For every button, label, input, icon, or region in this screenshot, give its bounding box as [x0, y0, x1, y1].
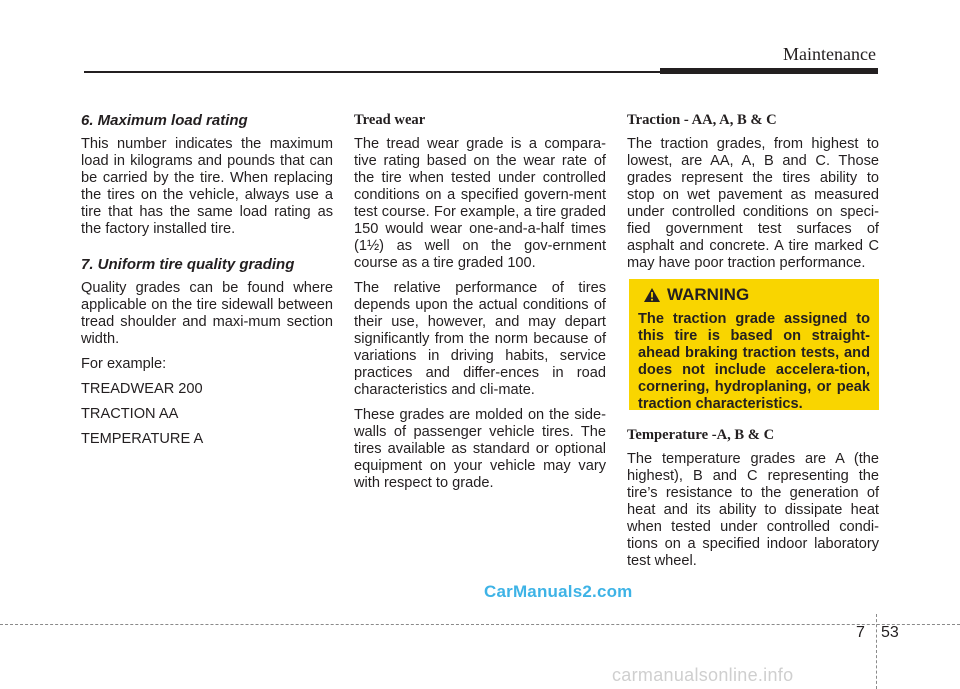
page-header-title: Maintenance [783, 44, 876, 64]
header-rule-accent [660, 68, 878, 74]
paragraph: The relative performance of tires depends upon the actual conditions of their use, however, and may depart significantly from the norm because of variations in driving habits, service practices and differ-ences in road characteristics and cli-mate. [354, 280, 606, 398]
paragraph: The temperature grades are A (the highest), B and C representing the tire’s resistance to the generation of heat and its ability to dissipate heat when tested under controlled condi-tions on a specified indoor laboratory test wheel. [627, 451, 879, 569]
paragraph: These grades are molded on the side-walls of passenger vehicle tires. The tires available as standard or optional equipment on your vehicle may vary with respect to grade. [354, 407, 606, 491]
column-middle [354, 112, 606, 500]
warning-text: The traction grade assigned to this tire is based on straight-ahead braking traction tests, and does not include accelera-tion, cornering, hydroplaning, or peak traction characteristics. [638, 311, 870, 412]
section-heading-temperature: Temperature -A, B & C [627, 427, 775, 443]
footer-watermark: carmanualsonline.info [612, 665, 794, 685]
example-line: TRACTION AA [81, 406, 179, 422]
warning-triangle-icon [643, 287, 661, 303]
section-heading-max-load: 6. Maximum load rating [81, 112, 248, 129]
warning-box [629, 279, 879, 410]
section-heading-traction: Traction - AA, A, B & C [627, 112, 777, 128]
footer-rule [0, 624, 960, 625]
paragraph: Quality grades can be found where applicable on the tire sidewall between tread shoulder and maxi-mum section width. [81, 280, 333, 347]
column-left [81, 112, 333, 456]
paragraph: The tread wear grade is a compara-tive rating based on the wear rate of the tire when tested under controlled conditions on a specified govern-ment test course. For example, a tire graded 150 would wear one-and-a-half times (1½) as well on the gov-ernment course as a tire graded 100. [354, 136, 606, 271]
footer-divider [876, 614, 877, 689]
warning-header [643, 283, 870, 307]
column-right [627, 112, 879, 280]
watermark-link[interactable]: CarManuals2.com [484, 582, 633, 601]
paragraph: This number indicates the maximum load in kilograms and pounds that can be carried by the tire. When replacing the tires on the vehicle, always use a tire that has the same load rating as the factory installed tire. [81, 136, 333, 237]
paragraph: The traction grades, from highest to lowest, are AA, A, B and C. Those grades represent the tires ability to stop on wet pavement as measured under controlled conditions on speci-fied government test surfaces of asphalt and concrete. A tire marked C may have poor traction performance. [627, 136, 879, 271]
column-right-lower [627, 427, 879, 578]
warning-title: WARNING [667, 285, 750, 304]
section-heading-uniform-grading: 7. Uniform tire quality grading [81, 256, 295, 273]
example-line: TEMPERATURE A [81, 431, 204, 447]
page-number: 53 [881, 624, 899, 641]
example-line: TREADWEAR 200 [81, 381, 203, 397]
paragraph: For example: [81, 356, 167, 372]
section-heading-tread-wear: Tread wear [354, 112, 426, 128]
chapter-number: 7 [856, 624, 865, 641]
